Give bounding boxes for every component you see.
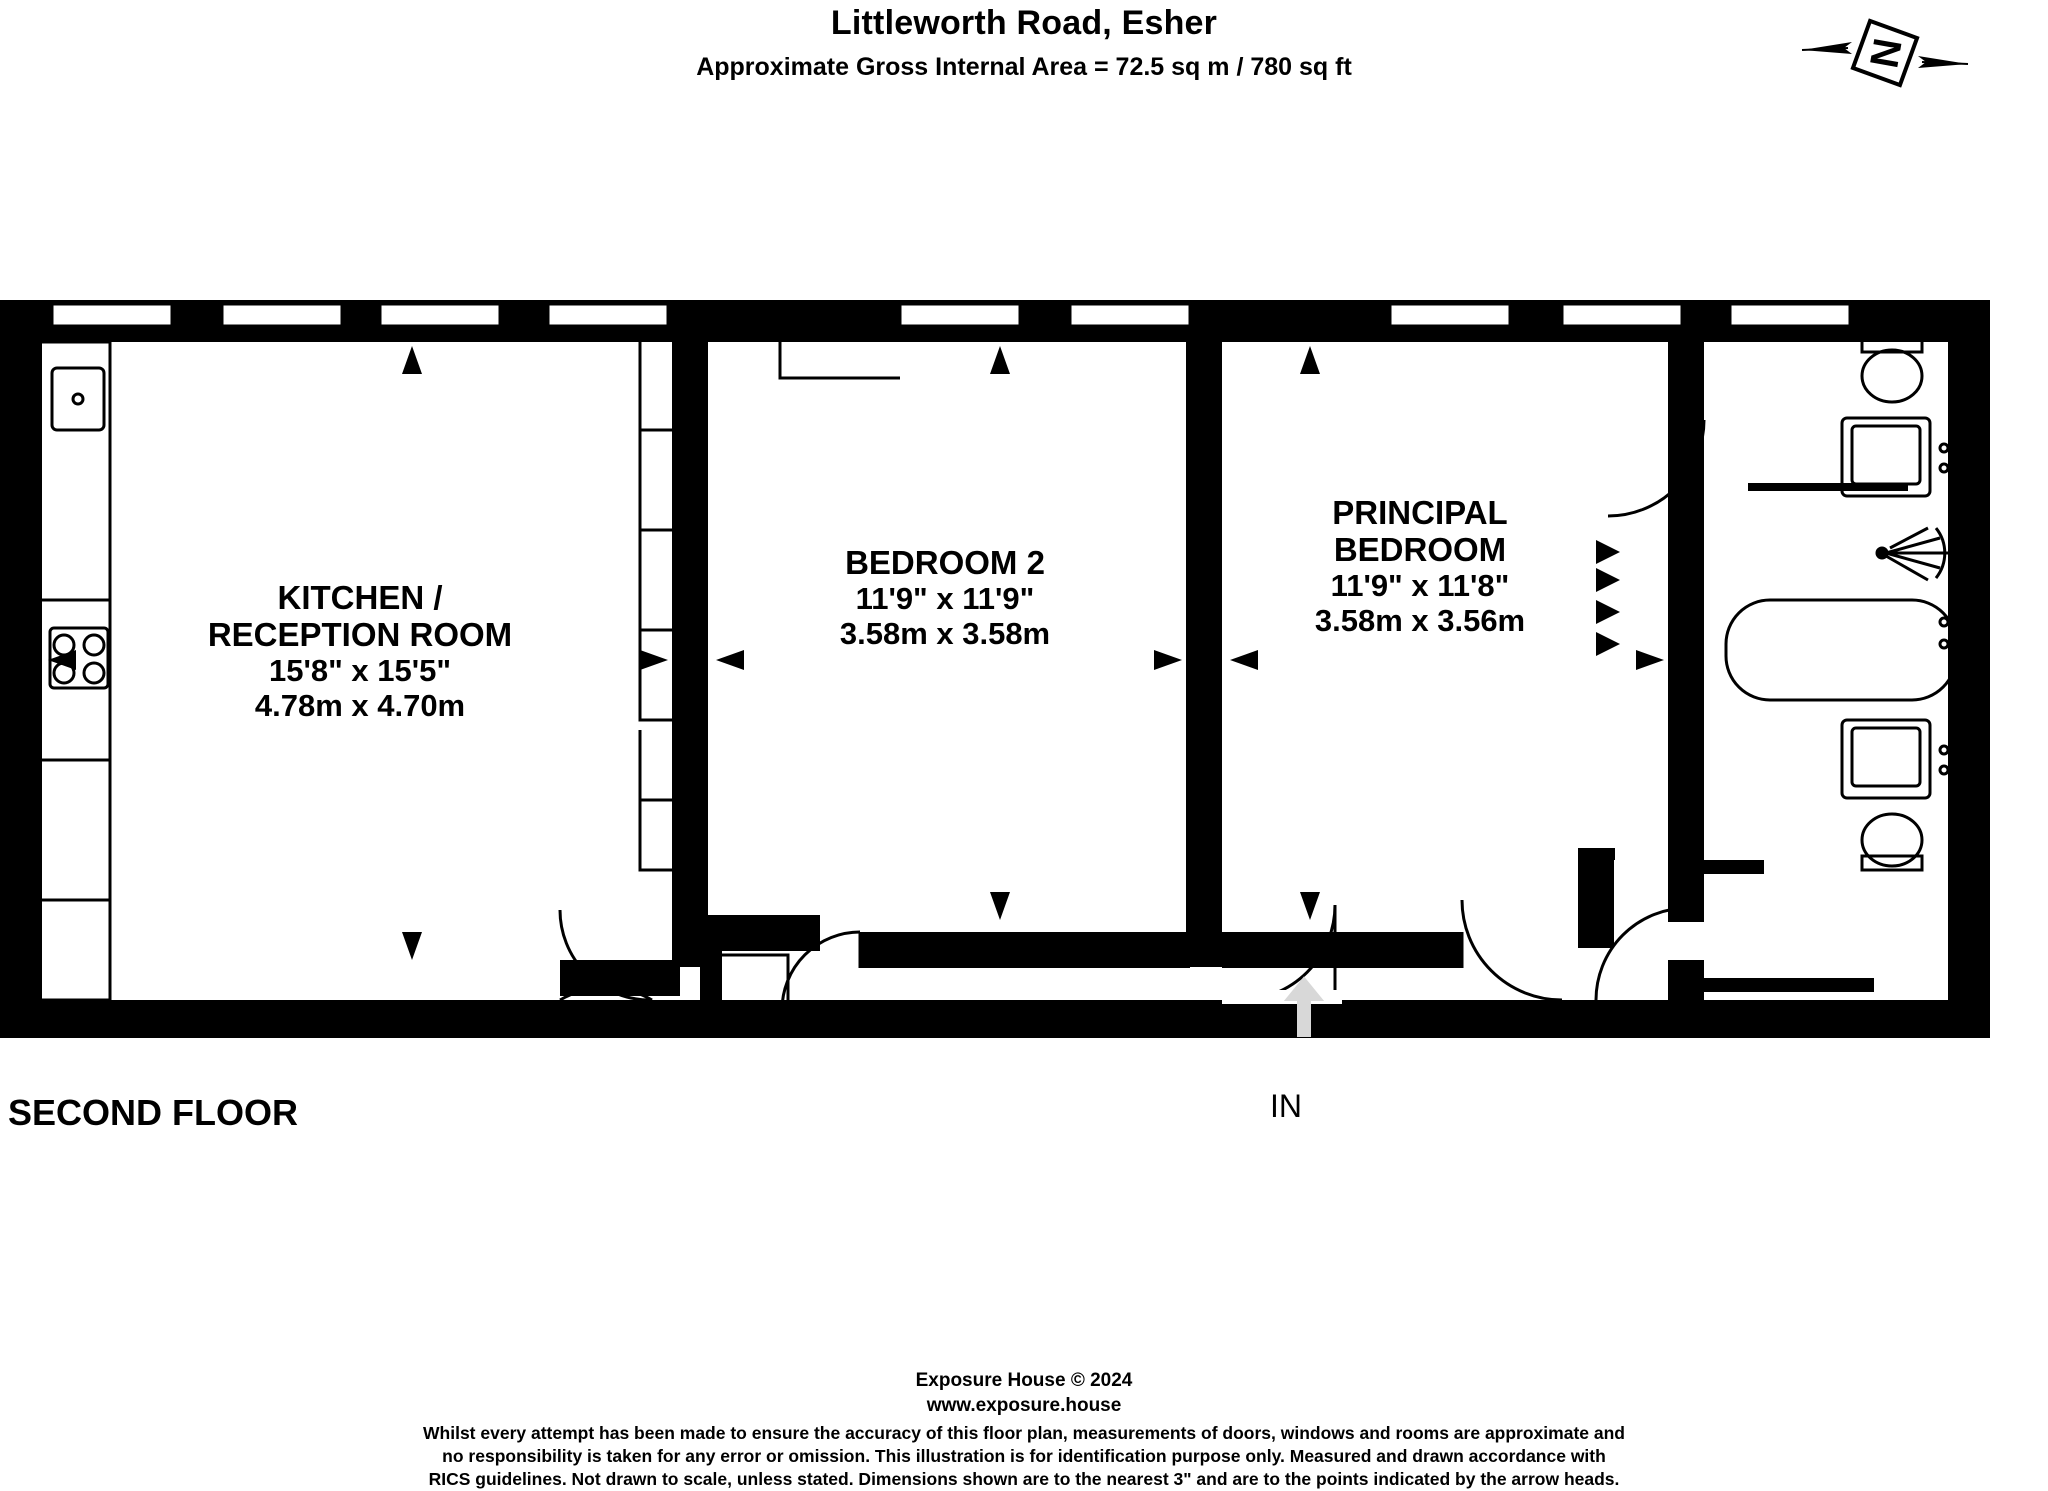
gross-internal-area-text: Approximate Gross Internal Area = 72.5 sq m / 780 sq ft	[696, 53, 1352, 81]
room-label-principal-bedroom	[1250, 495, 1590, 638]
room-name-line1: KITCHEN /	[277, 579, 443, 616]
footer	[0, 1368, 2048, 1491]
room-label-bedroom-2	[770, 545, 1120, 651]
room-name-line1: PRINCIPAL	[1332, 494, 1508, 531]
room-name-line1: BEDROOM 2	[845, 544, 1045, 581]
room-name-line2: RECEPTION ROOM	[207, 615, 513, 653]
page-title: Littleworth Road, Esher	[830, 4, 1218, 42]
compass-letter-n: N	[1860, 34, 1910, 72]
website-link[interactable]: www.exposure.house	[926, 1395, 1122, 1417]
room-dim-metric: 3.58m x 3.58m	[839, 615, 1051, 651]
room-dim-metric: 3.58m x 3.56m	[1314, 602, 1526, 638]
wall-detail	[1596, 540, 1620, 656]
compass-north-icon	[1800, 8, 1970, 98]
bedroom2-cupboard	[780, 342, 900, 378]
kitchen-cupboards	[640, 342, 672, 870]
plan-header	[0, 0, 2048, 82]
window-group	[52, 304, 1850, 326]
room-dim-imperial: 11'9" x 11'8"	[1330, 567, 1510, 603]
disclaimer-line-2: no responsibility is taken for any error or omission. This illustration is for identification purpose only. Measured and drawn accordance with	[442, 1446, 1606, 1467]
room-dim-imperial: 11'9" x 11'9"	[855, 580, 1035, 616]
entrance-label: IN	[1270, 1088, 1302, 1124]
room-label-kitchen	[100, 580, 620, 723]
bath-icon	[1726, 600, 1956, 700]
copyright-text: Exposure House © 2024	[915, 1370, 1133, 1391]
shower-icon	[1877, 528, 1948, 580]
disclaimer-text	[0, 1422, 2048, 1491]
room-dim-metric: 4.78m x 4.70m	[254, 687, 466, 723]
floor-caption: SECOND FLOOR	[8, 1092, 299, 1133]
bathroom-fixtures	[1726, 338, 1956, 870]
room-dim-imperial: 15'8" x 15'5"	[268, 652, 452, 688]
disclaimer-line-3: RICS guidelines. Not drawn to scale, unless stated. Dimensions shown are to the nearest 3" and are to the points indicated by the arrow heads.	[428, 1469, 1620, 1490]
wc-icon	[1862, 350, 1922, 402]
wc-icon-2	[1862, 814, 1922, 866]
room-name-line2: BEDROOM	[1333, 530, 1507, 568]
disclaimer-line-1: Whilst every attempt has been made to ensure the accuracy of this floor plan, measurements of doors, windows and rooms are approximate and	[423, 1423, 1625, 1444]
